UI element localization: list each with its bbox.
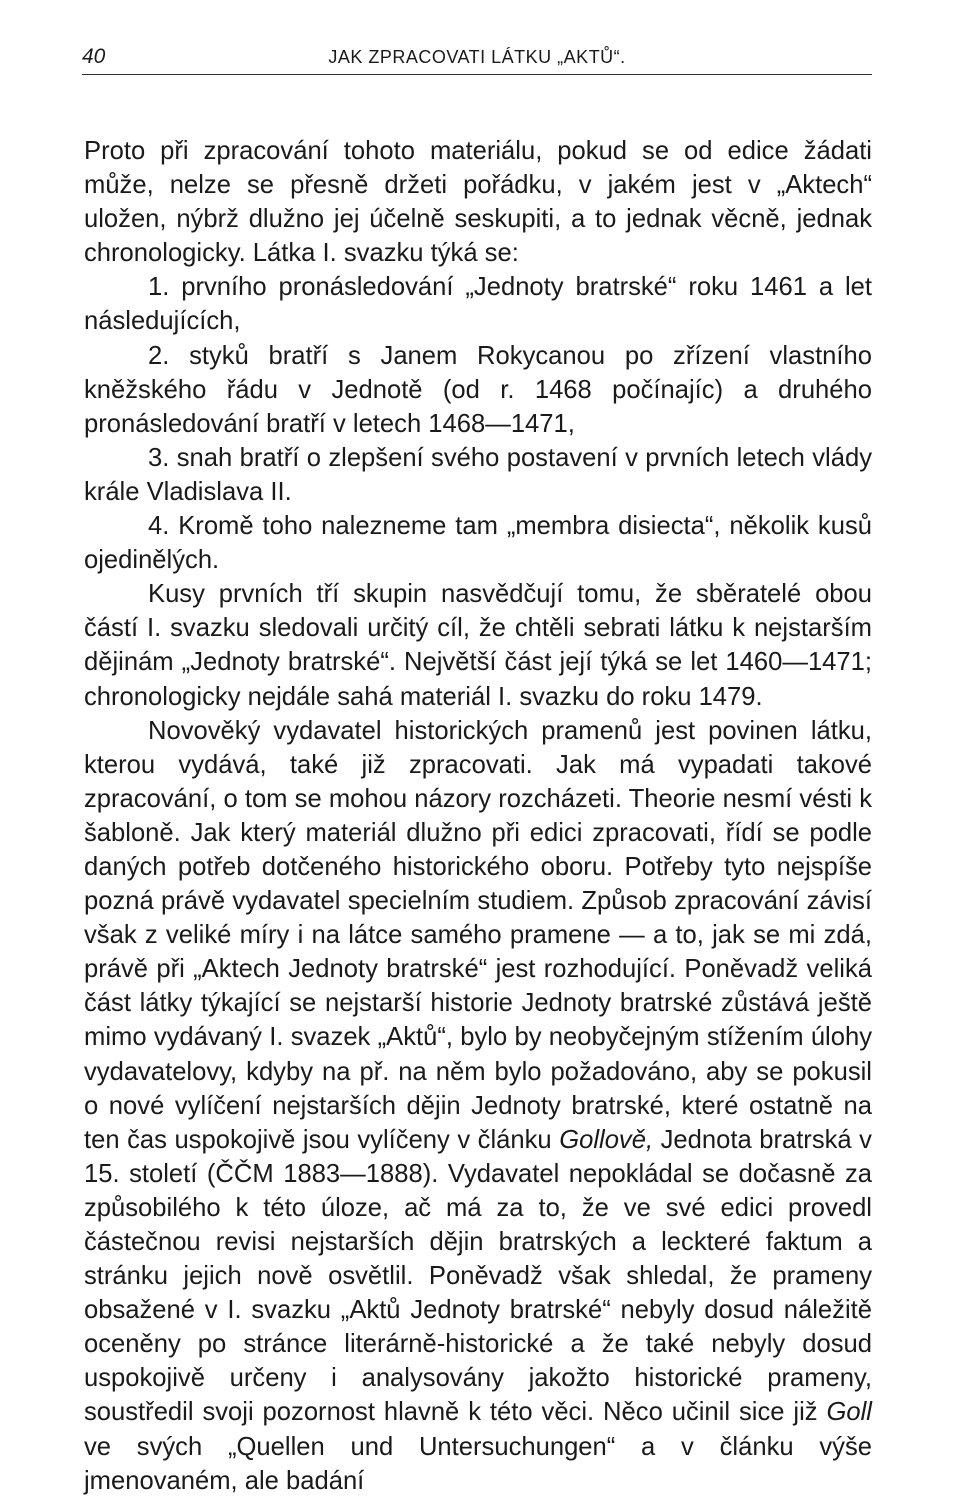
paragraph-groups: Kusy prvních tří skupin nasvědčují tomu, že sběratelé obou částí I. svazku sledovali určitý cíl, že chtěli sebrati látku k nejstarším dějinám „Jednoty bratrské“. Největší část její týká se let 1460—1471; chronologicky nejdále sahá materiál I. svazku do roku 1479. [84,580,872,711]
paragraph-editor [84,714,872,1498]
paragraph-editor-part-1: Novověký vydavatel historických pramenů jest povinen látku, kterou vydává, také již zpracovati. Jak má vypadati takové zpracování, o tom se mohou názory rozcházeti. Theorie nesmí vésti k šabloně. Jak který materiál dlužno při edici zpracovati, řídí se podle daných potřeb dotčeného historického oboru. Potřeby tyto nejspíše pozná právě vydavatel specielním studiem. Způsob zpracování závisí však z veliké míry i na látce samého pramene — a to, jak se mi zdá, právě při „Aktech Jednoty bratrské“ jest rozhodující. Poněvadž veliká část látky týkající se nejstarší historie Jednoty bratrské zůstává ještě mimo vydávaný I. svazek „Aktů“, bylo by neobyčejným stížením úlohy vydavatelovy, kdyby na př. na něm bylo požadováno, aby se pokusil o nové vylíčení nejstarších dějin Jednoty bratrské, které ostatně na ten čas uspokojivě jsou vylíčeny v článku [84,716,872,1154]
paragraph-editor-part-2: Jednota bratrská v 15. století (ČČM 1883—1888). Vydavatel nepokládal se dočasně za způsobilého k této úloze, ač má za to, že ve své edici provedl částečnou revisi nejstarších dějin bratrských a leckteré faktum a stránku jejich nově osvětlil. Poněvadž však shledal, že prameny obsažené v I. svazku „Aktů Jednoty bratrské“ nebyly dosud náležitě oceněny po stránce literárně-historické a že také nebyly dosud uspokojivě určeny i analysovány jakožto historické prameny, soustředil svoji pozornost hlavně k této věci. Něco učinil sice již [84,1125,872,1427]
running-head: JAK ZPRACOVATI LÁTKU „AKTŮ“. [328,47,626,67]
list-item-4: 4. Kromě toho nalezneme tam „membra disiecta“, několik kusů ojedinělých. [84,512,872,575]
list-item-1: 1. prvního pronásledování „Jednoty bratrské“ roku 1461 a let následujících, [84,273,872,336]
author-name-gollove: Gollově, [559,1125,654,1154]
body-text [84,134,872,1498]
list-item-2: 2. styků bratří s Janem Rokycanou po zřízení vlastního kněžského řádu v Jednotě (od r. 1468 počínajíc) a druhého pronásledování bratří v letech 1468—1471, [84,341,872,438]
paragraph-editor-part-3: ve svých „Quellen und Untersuchungen“ a v článku výše jmenovaném, ale badání [84,1432,872,1495]
header-rule [82,74,872,75]
paragraph-intro: Proto při zpracování tohoto materiálu, pokud se od edice žádati může, nelze se přesně držeti pořádku, v jakém jest v „Aktech“ uložen, nýbrž dlužno jej účelně seskupiti, a to jednak věcně, jednak chronologicky. Látka I. svazku týká se: [84,137,872,268]
page-header [82,40,872,74]
author-name-goll: Goll [826,1398,872,1427]
page-number: 40 [82,45,106,68]
list-item-3: 3. snah bratří o zlepšení svého postavení v prvních letech vlády krále Vladislava II. [84,443,872,506]
